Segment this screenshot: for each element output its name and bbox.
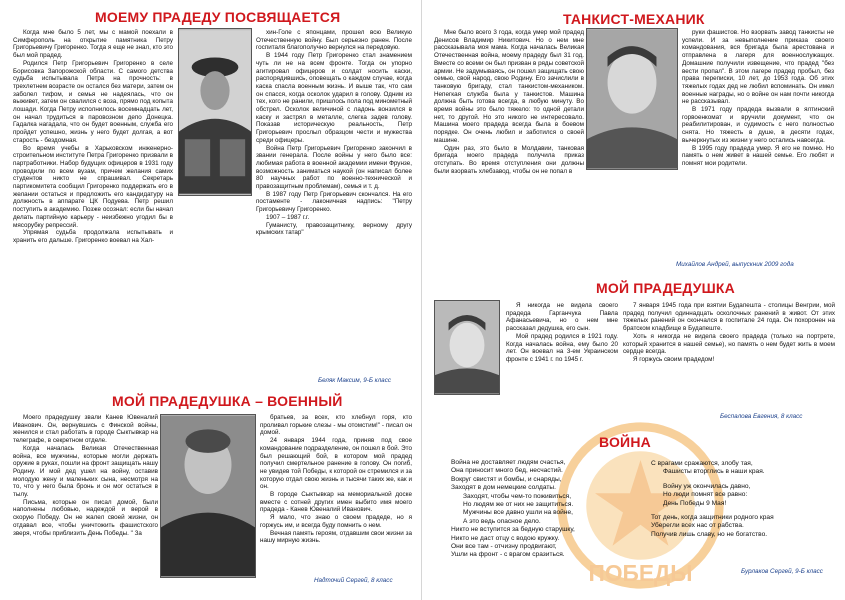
- signature-tanker: Михайлов Андрей, выпускник 2009 года: [676, 261, 794, 268]
- paragraph: Вечная память героям, отдавшим свои жизни за нашу мирную жизнь.: [260, 529, 412, 545]
- poem-line: Уберегли всех нас от рабства.: [651, 522, 744, 530]
- portrait-image: [161, 415, 255, 577]
- emblem-text: ПОБЕДЫ: [588, 559, 693, 586]
- section-title-tanker: ТАНКИСТ-МЕХАНИК: [563, 11, 705, 27]
- poem-line: Но люди помнят все равно:: [663, 491, 748, 499]
- signature-dedication: Беляк Максим, 9-Б класс: [318, 377, 391, 384]
- poem-line: Тот день, когда защитники родного края: [651, 514, 774, 522]
- paragraph: Письма, которые он писал домой, были наполнены любовью, надеждой и верой в скорую Победу. Он не жалел своей жизни, он отдавал все, чтобы уничтожить фашистского зверя, чтобы приблизить День Победы. " За: [13, 498, 158, 537]
- poem-line: Фашисты вторглись в наши края.: [663, 468, 765, 476]
- portrait-image: [435, 301, 499, 394]
- poem-line: Никто не вступится за бедную старушку,: [451, 526, 575, 534]
- poem-line: Война не доставляет людям счастья,: [451, 459, 566, 466]
- signature-great-grandfather: Беспалова Евгения, 8 класс: [720, 413, 803, 420]
- signature-military: Надточий Сергей, 8 класс: [314, 577, 393, 584]
- poem-line: Они все там - отчизну продвигают,: [451, 543, 557, 551]
- poem-part-2: [651, 460, 774, 539]
- poem-line: Заходят в дом немецкие солдаты.: [451, 484, 556, 492]
- signature-war: Бурлаков Сергей, 9-Б класс: [741, 568, 823, 575]
- poem-line: Никто не даст отцу с водою кружку.: [451, 534, 560, 542]
- photo-kanev: [160, 414, 256, 578]
- military-column-2: [260, 414, 412, 574]
- great-grandfather-column-2: [623, 302, 835, 408]
- dedication-column-1: [13, 29, 173, 399]
- poem-line: День Победы 9 Мая!: [663, 499, 727, 507]
- paragraph: Когда мне было 5 лет, мы с мамой поехали в Симферополь на открытие памятника Петру Григорьевичу Григоренко. Тогда я еще не знал, кто это был мой прадед.: [13, 29, 173, 60]
- paragraph: Хоть я никогда не видела своего прадеда (только на портрете, который хранится в нашей семье), но память о нем будет жить в моем сердце всегда.: [623, 332, 835, 356]
- section-title-great-grandfather: МОЙ ПРАДЕДУШКА: [596, 280, 735, 296]
- military-column-1: [13, 414, 158, 600]
- photo-garganchuk: [434, 300, 500, 395]
- poem-line: Ушли на фронт - с врагом сразиться.: [451, 551, 565, 559]
- poem-line: Она приносит много бед, несчастий.: [451, 467, 563, 475]
- paragraph: Родился Петр Григорьевич Григоренко в селе Борисовка Запорожской области. С самого детства судьба испытывала Петра на прочность: в трехлетнем возрасте он остался без матери, затем он заболел тифом, и семья не надеялась, что он выживет, затем он свалился с воза, прямо под копыта лошади. Когда Петру исполнилось восемнадцать лет, он начал трудиться в паровозном депо Донецка. Гадалка нагадала, что он будет военным, служба его пройдет успешно, жизнь у него будет долгая, а вот старость - бездомная.: [13, 59, 173, 144]
- poem-line: Вокруг свистят и бомбы, и снаряды,: [451, 475, 562, 483]
- portrait-image: [179, 29, 251, 195]
- paragraph: Когда началась Великая Отечественная война, все мужчины, которые могли держать оружие в руках, пошли на фронт защищать нашу Родину. И мой дед ушел на войну, оставив молодую жену и маленьких сына, несмотря на то, что у него была бронь и он мог остаться в тылу.: [13, 444, 158, 499]
- paragraph: Мой прадед родился в 1921 году. Когда началась война, ему было 20 лет. Он воевал на 3-ем Украинском фронте с 1941 г. по 1945 г.: [506, 332, 618, 363]
- right-page: [423, 0, 845, 600]
- paragraph: В 1971 году прадеда вызвали в ялтинский горвоенкомат и вручили документ, что он реабилитирован, и судимость с него полностью снята. Но тяжесть в душе, в десяти годах, вычеркнутых из жизни у него остались навсегда.: [682, 106, 834, 144]
- poem-line: Мужчины все давно ушли на войне,: [463, 509, 573, 517]
- paragraph: Я горжусь своим прадедом!: [633, 355, 715, 363]
- paragraph: Во время учебы в Харьковском инженерно-строительном институте Петра Григоренко призвали в партработники. Набор будущих офицеров в 1931 году проводили по всем вузам, причем желания самих студентов никто не спрашивал. Секретарь партикомитета сообщил Григоренко поддержать его в желании остаться и предложить его кандидатуру на должность в аппарате ЦК Подуева. Петр решил поступить в академию. Позже осознал: если бы начал делать партийную карьеру - неизбежно угодил бы в мясорубку репрессий.: [13, 144, 173, 229]
- portrait-image: [587, 29, 677, 169]
- paragraph: Мне было всего 3 года, когда умер мой прадед Денисов Владимир Никитович. Но о нем мне рассказывала моя мама. Когда началась Великая Отечественная война, моему прадеду был 31 год. Вместе со всеми он был призван в ряды советской армии. Не задумываясь, он пошел защищать свою семью, свой народ, свою Родину. Его зачислили в танковую бригаду, стал танкистом-механиком. Непегкая служба была у танкистов. Машина должна быть готова всегда, в любую минуту. Во время войны это было тяжело: то одной детали нет, то другой. Но это никого не интересовало. Машина моего прадеда всегда была в боевом порядке. Он очень любил и заботился о своей машине.: [434, 29, 584, 144]
- poem-line: Войну уж окончилась давно,: [663, 482, 751, 490]
- photo-denisov: [586, 28, 678, 170]
- paragraph: руки фашистов. Но взорвать завод танкисты не успели. И за невыполнение приказа своего командования, вся бригада была арестована и отправлена в лагеря для военнослужащих. Домашние получили извещение, что прадед "без вести пропал". В этом лагере прадед пробыл, без права переписки, 10 лет, до 1953 года. Об этих тяжелых годах дед не любил вспоминать. Он имел военные награды, но о войне он нам почти никогда не рассказывал.: [682, 29, 834, 106]
- tanker-column-1: [434, 29, 584, 285]
- poem-line: Получив лишь славу, но не богатство.: [651, 530, 768, 538]
- section-title-war: ВОЙНА: [599, 434, 651, 450]
- poem-part-1: [451, 459, 575, 560]
- poem-line: А это ведь опасное дело.: [463, 517, 541, 525]
- paragraph: 24 января 1944 года, приняв под свое командование подразделение, он пошел в бой. Это был решающий бой, в котором мой прадед получил смертельное ранение в голову. Он погиб, не увидев той Победы, к которой он стремился и за которую отдал свою жизнь и тысячи таких же, как и он.: [260, 437, 412, 491]
- poem-line: Но людям же от них не защититься.: [463, 501, 574, 509]
- tanker-column-2: [682, 29, 834, 257]
- dedication-column-2: [256, 29, 412, 369]
- paragraph: хин-Голе с японцами, прошел всю Великую Отечественную войну. Был серьезно ранен. После госпиталя благополучно вернулся на передовую.: [256, 29, 412, 52]
- poem-line: С врагами сражаются, злобу тая,: [651, 460, 753, 467]
- paragraph: В городе Сыктывкар на мемориальной доске вместе с сотней других имен выбито имя моего прадеда - Канев Ювеналий Иванович.: [260, 491, 412, 514]
- paragraph: Моего прадедушку звали Канев Ювеналий Иванович. Он, вернувшись с Финской войны, женился и стал работать в городе Сыктывкар на телеграфе, в секретном отделе.: [13, 414, 158, 445]
- paragraph: Один раз, это было в Молдавии, танковая бригада моего прадеда получила приказ отступать. Во время отступления они должны были взорвать хлебзавод, чтобы он не попал в: [434, 144, 584, 175]
- paragraph: Я никогда не видела своего прадеда Гарганчука Павла Афанасьевича, но о нем мне рассказал дедушка, его сын.: [506, 302, 618, 333]
- paragraph: В 1944 году Петр Григоренко стал знамением чуть ли не на всем фронте. Тогда он упорно агитировал офицеров и солдат носить каски, распорядившись, оповещать о каждом случае, когда каска спасла военным жизнь. И выше так, что сам он спасся, когда осколок ударил в голову. Одним из тех, кого не ранили, пришлось пола под минометный обстрел. Осколок величиной с ладонь вонзился в каску и застрял в металле, слегка задев голову. Показав историческую реальность, Петр Григорьевич прослыл образцом чести и мужества среди офицеры.: [256, 52, 412, 144]
- great-grandfather-column-1: [506, 302, 618, 402]
- paragraph: В 1995 году прадеда умер. Я его не помню. Но память о нем живет в нашей семье. Его любят и помнят мои родители.: [682, 144, 834, 167]
- paragraph: братьев, за всех, кто хлебнул горя, кто проливал горькие слезы - мы отомстим!" - писал он домой.: [260, 414, 412, 437]
- paragraph: 7 января 1945 года при взятии Будапешта - столицы Венгрии, мой прадед получил одиннадцать осколочных ранений в живот. От этих тяжелых ранений он скончался в госпитале 24 года. Он похоронен на братском кладбище в Будапеште.: [623, 302, 835, 333]
- section-title-dedication: МОЕМУ ПРАДЕДУ ПОСВЯЩАЕТСЯ: [95, 9, 341, 25]
- section-title-military: МОЙ ПРАДЕДУШКА – ВОЕННЫЙ: [112, 393, 343, 409]
- photo-grigorenko: [178, 28, 252, 196]
- paragraph: В 1987 году Петр Григорьевич скончался. На его постаменте - лаконичная надпись: "Петру Григорьевичу Григоренко.: [256, 190, 412, 214]
- paragraph: Я мало, что знаю о своем прадеде, но я горжусь им, и всегда буду помнить о нем.: [260, 514, 412, 529]
- paragraph: Гуманисту, правозащитнику, верному другу крымских татар": [256, 221, 412, 237]
- paragraph: Война Петр Григорьевич Григоренко закончил в звании генерала. После войны у него было все: любимая работа в военной академии имени Фрунзе, возможность заниматься наукой (он написал более 80 научных работ по военно-технической и правозащитным проблемам), семья и т. д.: [256, 144, 412, 191]
- poem-line: Заходят, чтобы чем-то поживиться,: [463, 492, 572, 500]
- paragraph: 1907 – 1987 г.г.: [266, 213, 310, 221]
- paragraph: Упрямая судьба продолжала испытывать и хранить его дальше. Григоренко воевал на Хал-: [13, 229, 173, 244]
- left-page: [0, 0, 422, 600]
